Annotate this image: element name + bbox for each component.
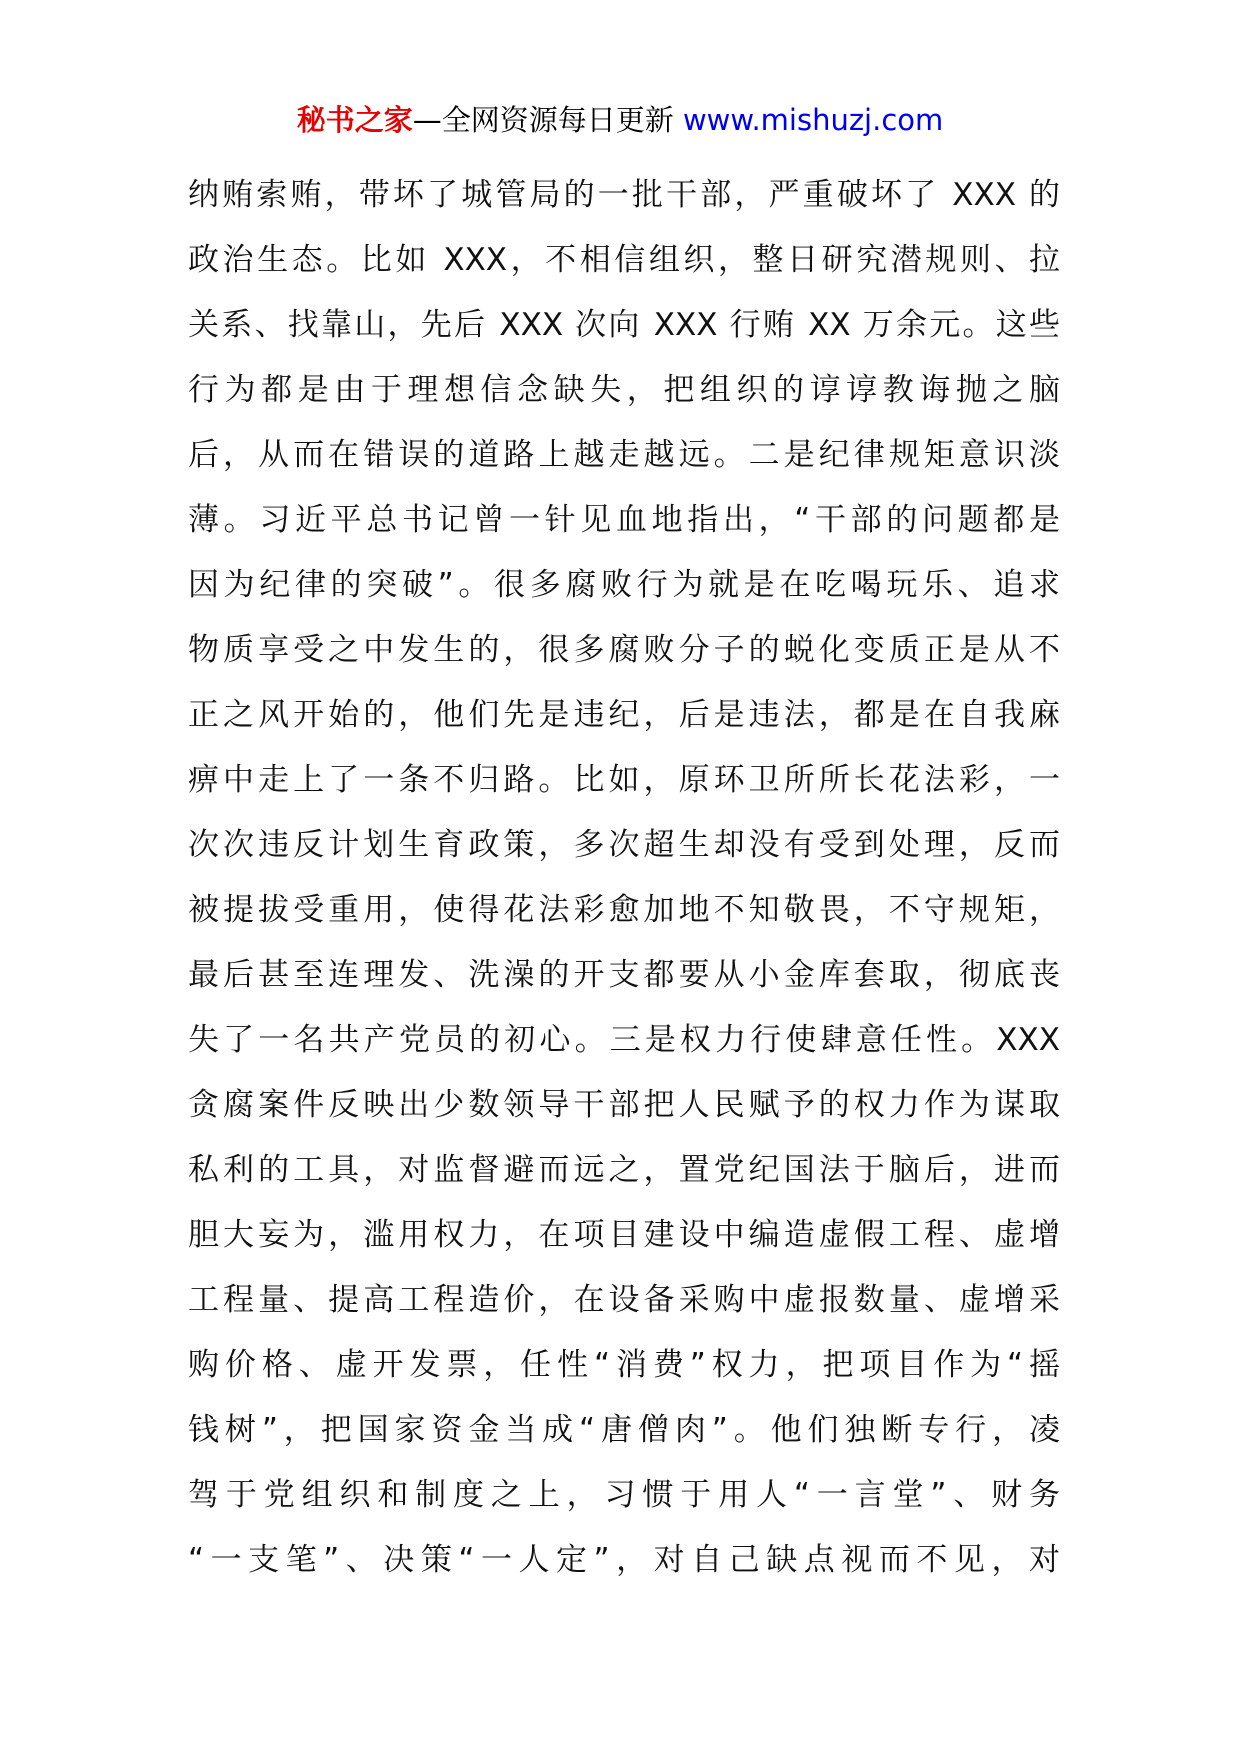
body-line: 痹中走上了一条不归路。比如，原环卫所所长花法彩，一 — [188, 762, 1060, 798]
body-line: 正之风开始的，他们先是违纪，后是违法，都是在自我麻 — [188, 697, 1060, 733]
body-line: 政治生态。比如 XXX，不相信组织，整日研究潜规则、拉 — [188, 242, 1060, 278]
body-line: 工程量、提高工程造价，在设备采购中虚报数量、虚增采 — [188, 1282, 1060, 1318]
page-header — [0, 100, 1240, 140]
body-line: 私利的工具，对监督避而远之，置党纪国法于脑后，进而 — [188, 1152, 1060, 1188]
body-line: 关系、找靠山，先后 XXX 次向 XXX 行贿 XX 万余元。这些 — [188, 307, 1060, 343]
body-line: 胆大妄为，滥用权力，在项目建设中编造虚假工程、虚增 — [188, 1217, 1060, 1253]
header-slogan: —全网资源每日更新 — [412, 103, 683, 137]
body-line: 贪腐案件反映出少数领导干部把人民赋予的权力作为谋取 — [188, 1087, 1060, 1123]
body-line: “一支笔”、决策“一人定”，对自己缺点视而不见，对 — [188, 1542, 1060, 1578]
body-line: 薄。习近平总书记曾一针见血地指出，“干部的问题都是 — [188, 502, 1060, 538]
header-brand: 秘书之家 — [296, 103, 413, 137]
header-url-link[interactable]: www.mishuzj.com — [682, 103, 944, 137]
body-line: 次次违反计划生育政策，多次超生却没有受到处理，反而 — [188, 827, 1060, 863]
body-line: 驾于党组织和制度之上，习惯于用人“一言堂”、财务 — [188, 1477, 1060, 1513]
body-line: 被提拔受重用，使得花法彩愈加地不知敬畏，不守规矩， — [188, 892, 1060, 928]
body-line: 购价格、虚开发票，任性“消费”权力，把项目作为“摇 — [188, 1347, 1060, 1383]
body-line: 行为都是由于理想信念缺失，把组织的谆谆教诲抛之脑 — [188, 372, 1060, 408]
body-line: 钱树”，把国家资金当成“唐僧肉”。他们独断专行，凌 — [188, 1412, 1060, 1448]
body-line: 纳贿索贿，带坏了城管局的一批干部，严重破坏了 XXX 的 — [188, 177, 1060, 213]
body-line: 最后甚至连理发、洗澡的开支都要从小金库套取，彻底丧 — [188, 957, 1060, 993]
body-line: 物质享受之中发生的，很多腐败分子的蜕化变质正是从不 — [188, 632, 1060, 668]
body-line: 失了一名共产党员的初心。三是权力行使肆意任性。XXX — [188, 1022, 1060, 1058]
document-body — [188, 163, 1060, 1593]
body-line: 后，从而在错误的道路上越走越远。二是纪律规矩意识淡 — [188, 437, 1060, 473]
body-line: 因为纪律的突破”。很多腐败行为就是在吃喝玩乐、追求 — [188, 567, 1060, 603]
